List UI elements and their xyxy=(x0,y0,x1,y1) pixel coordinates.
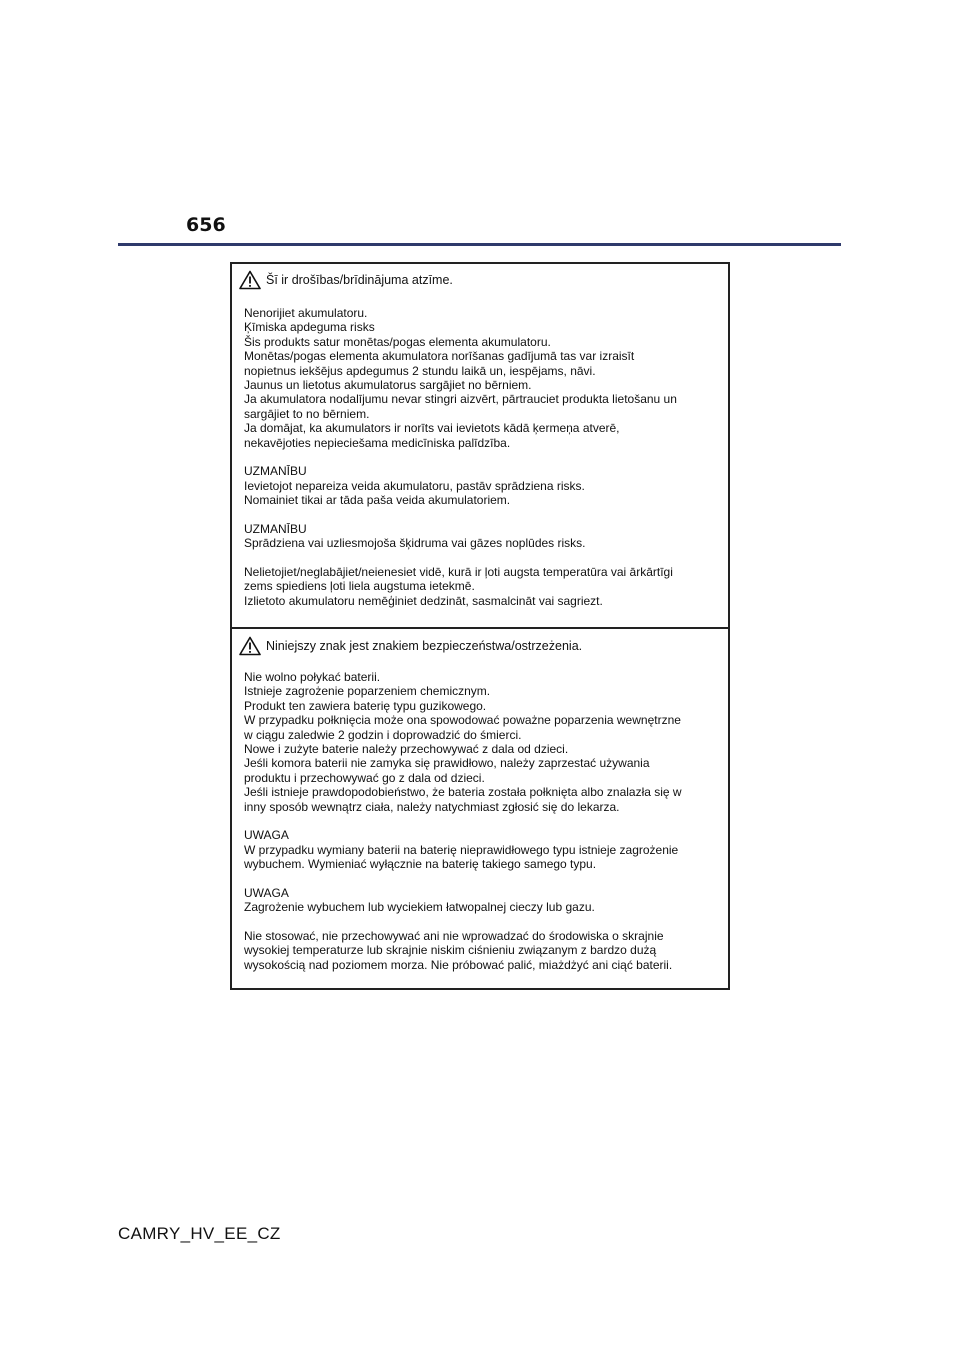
text-line: Jaunus un lietotus akumulatorus sargājiet no bērniem. xyxy=(244,377,532,392)
latvian-heading-text: Šī ir drošības/brīdinājuma atzīme. xyxy=(266,273,453,287)
text-line: Nowe i zużyte baterie należy przechowywać z dala od dzieci. xyxy=(244,741,569,756)
battery-warning-label xyxy=(230,262,730,990)
text-line: Ievietojot nepareiza veida akumulatoru, pastāv sprādziena risks. xyxy=(244,478,585,493)
text-line: Sprādziena vai uzliesmojoša šķidruma vai gāzes noplūdes risks. xyxy=(244,536,586,551)
text-line: inny sposób wewnątrz ciała, należy natychmiast zgłosić się do lekarza. xyxy=(244,799,620,814)
polish-warning-section xyxy=(232,627,728,988)
text-line: Jeśli istnieje prawdopodobieństwo, że bateria została połknięta albo znalazła się w xyxy=(244,785,682,800)
text-line: wysokością nad poziomem morza. Nie próbować palić, miażdżyć ani ciąć baterii. xyxy=(244,957,673,972)
warning-triangle-icon xyxy=(239,270,261,290)
header-divider xyxy=(118,243,841,246)
warning-triangle-icon xyxy=(239,636,261,656)
text-line: Nie stosować, nie przechowywać ani nie wprowadzać do środowiska o skrajnie xyxy=(244,929,664,944)
polish-warning-heading xyxy=(239,636,582,656)
paragraph-gap xyxy=(244,915,722,929)
text-line: W przypadku wymiany baterii na baterię nieprawidłowego typu istnieje zagrożenie xyxy=(244,842,679,857)
text-line: Ķīmiska apdeguma risks xyxy=(244,320,375,335)
paragraph-gap xyxy=(244,814,722,828)
text-line: Izlietoto akumulatoru nemēģiniet dedzināt, sasmalcināt vai sagriezt. xyxy=(244,593,603,608)
text-line: Nomainiet tikai ar tāda paša veida akumulatoriem. xyxy=(244,493,511,508)
text-line: UZMANĪBU xyxy=(244,464,307,479)
text-line: sargājiet to no bērniem. xyxy=(244,406,370,421)
polish-heading-text: Niniejszy znak jest znakiem bezpieczeństwa/ostrzeżenia. xyxy=(266,639,583,653)
text-line: UWAGA xyxy=(244,885,289,900)
text-line: produktu i przechowywać go z dala od dzieci. xyxy=(244,770,485,785)
text-line: Nenorijiet akumulatoru. xyxy=(244,306,368,320)
text-line: W przypadku połknięcia może ona spowodować poważne poparzenia wewnętrzne xyxy=(244,713,681,728)
text-line: Monētas/pogas elementa akumulatora norīšanas gadījumā tas var izraisīt xyxy=(244,349,635,364)
paragraph-gap xyxy=(244,450,722,464)
latvian-warning-text xyxy=(244,306,722,608)
text-line: Ja domājat, ka akumulators ir norīts vai ievietots kādā ķermeņa atverē, xyxy=(244,421,620,436)
text-line: Jeśli komora baterii nie zamyka się prawidłowo, należy zaprzestać używania xyxy=(244,756,650,771)
text-line: Ja akumulatora nodalījumu nevar stingri aizvērt, pārtrauciet produkta lietošanu un xyxy=(244,392,677,407)
paragraph-gap xyxy=(244,871,722,885)
page-number: 656 xyxy=(186,214,226,236)
paragraph-gap xyxy=(244,507,722,521)
text-line: Nie wolno połykać baterii. xyxy=(244,670,381,684)
text-line: w ciągu zaledwie 2 godzin i doprowadzić do śmierci. xyxy=(244,727,522,742)
paragraph-gap xyxy=(244,551,722,565)
text-line: Nelietojiet/neglabājiet/neienesiet vidē, kurā ir ļoti augsta temperatūra vai ārkārtīgi xyxy=(244,565,673,580)
document-code: CAMRY_HV_EE_CZ xyxy=(118,1224,281,1243)
text-line: nekavējoties nepieciešama medicīniska palīdzība. xyxy=(244,435,511,450)
text-line: Šis produkts satur monētas/pogas elementa akumulatoru. xyxy=(244,334,551,349)
text-line: wybuchem. Wymieniać wyłącznie na baterię takiego samego typu. xyxy=(244,857,597,872)
latvian-warning-section xyxy=(232,264,728,627)
text-line: UZMANĪBU xyxy=(244,521,307,536)
text-line: Produkt ten zawiera baterię typu guzikowego. xyxy=(244,698,487,713)
polish-warning-text xyxy=(244,670,722,972)
latvian-warning-heading xyxy=(239,270,453,290)
text-line: Zagrożenie wybuchem lub wyciekiem łatwopalnej cieczy lub gazu. xyxy=(244,900,595,915)
text-line: zems spiediens ļoti liela augstuma ietekmē. xyxy=(244,579,475,594)
text-line: Istnieje zagrożenie poparzeniem chemicznym. xyxy=(244,684,491,699)
text-line: nopietnus iekšējus apdegumus 2 stundu laikā un, iespējams, nāvi. xyxy=(244,363,596,378)
text-line: UWAGA xyxy=(244,828,289,843)
text-line: wysokiej temperaturze lub skrajnie niskim ciśnieniu związanym z bardzo dużą xyxy=(244,943,657,958)
